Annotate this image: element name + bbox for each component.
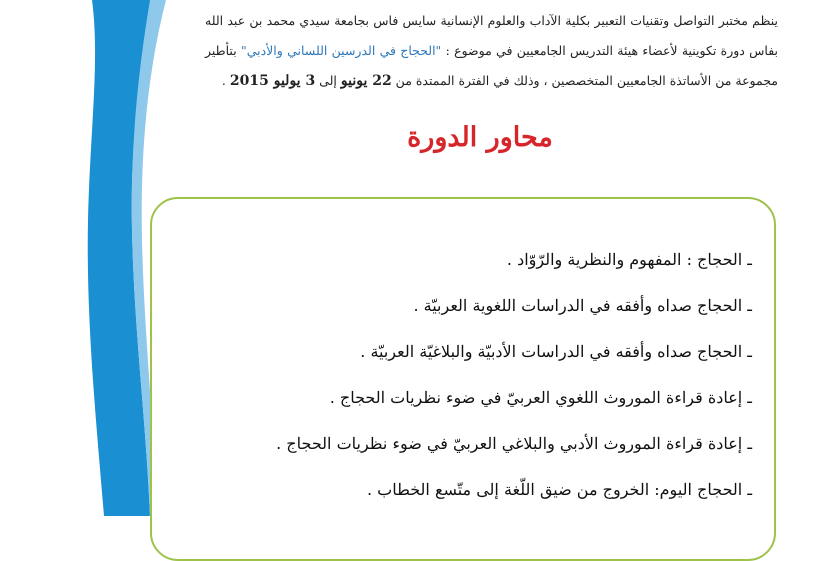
intro-paragraph (205, 6, 778, 96)
axis-item: ـ الحجاج اليوم: الخروج من ضيق اللّغة إلى متّسع الخطاب . (366, 480, 752, 499)
intro-text-4: . (221, 73, 230, 88)
axis-item: ـ الحجاج صداه وأفقه في الدراسات الأدبيّة والبلاغيّة العربيّة . (360, 342, 752, 361)
axis-item: ـ إعادة قراءة الموروث الأدبي والبلاغي العربيّ في ضوء نظريات الحجاج . (276, 434, 752, 453)
section-title: محاور الدورة (407, 122, 553, 153)
axes-list (172, 199, 752, 513)
intro-text-2: بتأطير مجموعة من الأساتذة الجامعيين المتخصصين ، وذلك في الفترة الممتدة من (205, 43, 778, 88)
axis-item: ـ إعادة قراءة الموروث اللغوي العربيّ في ضوء نظريات الحجاج . (329, 388, 752, 407)
axis-item: ـ الحجاج : المفهوم والنظرية والرّوّاد . (506, 250, 752, 269)
intro-text-1: ينظم مختبر التواصل وتقنيات التعبير بكلية الآداب والعلوم الإنسانية سايس فاس بجامعة سيدي محمد بن عبد الله بفاس دورة تكوينية لأعضاء هيئة التدريس الجامعيين في موضوع : (205, 13, 779, 58)
intro-topic: "الحجاج في الدرسين اللساني والأدبي" (240, 43, 442, 58)
intro-date-end: 3 يوليو 2015 (229, 73, 316, 89)
intro-text-3: إلى (315, 73, 341, 88)
axis-item: ـ الحجاج صداه وأفقه في الدراسات اللغوية العربيّة . (413, 296, 752, 315)
axes-box (150, 197, 776, 561)
intro-date-start: 22 يونيو (340, 73, 392, 89)
